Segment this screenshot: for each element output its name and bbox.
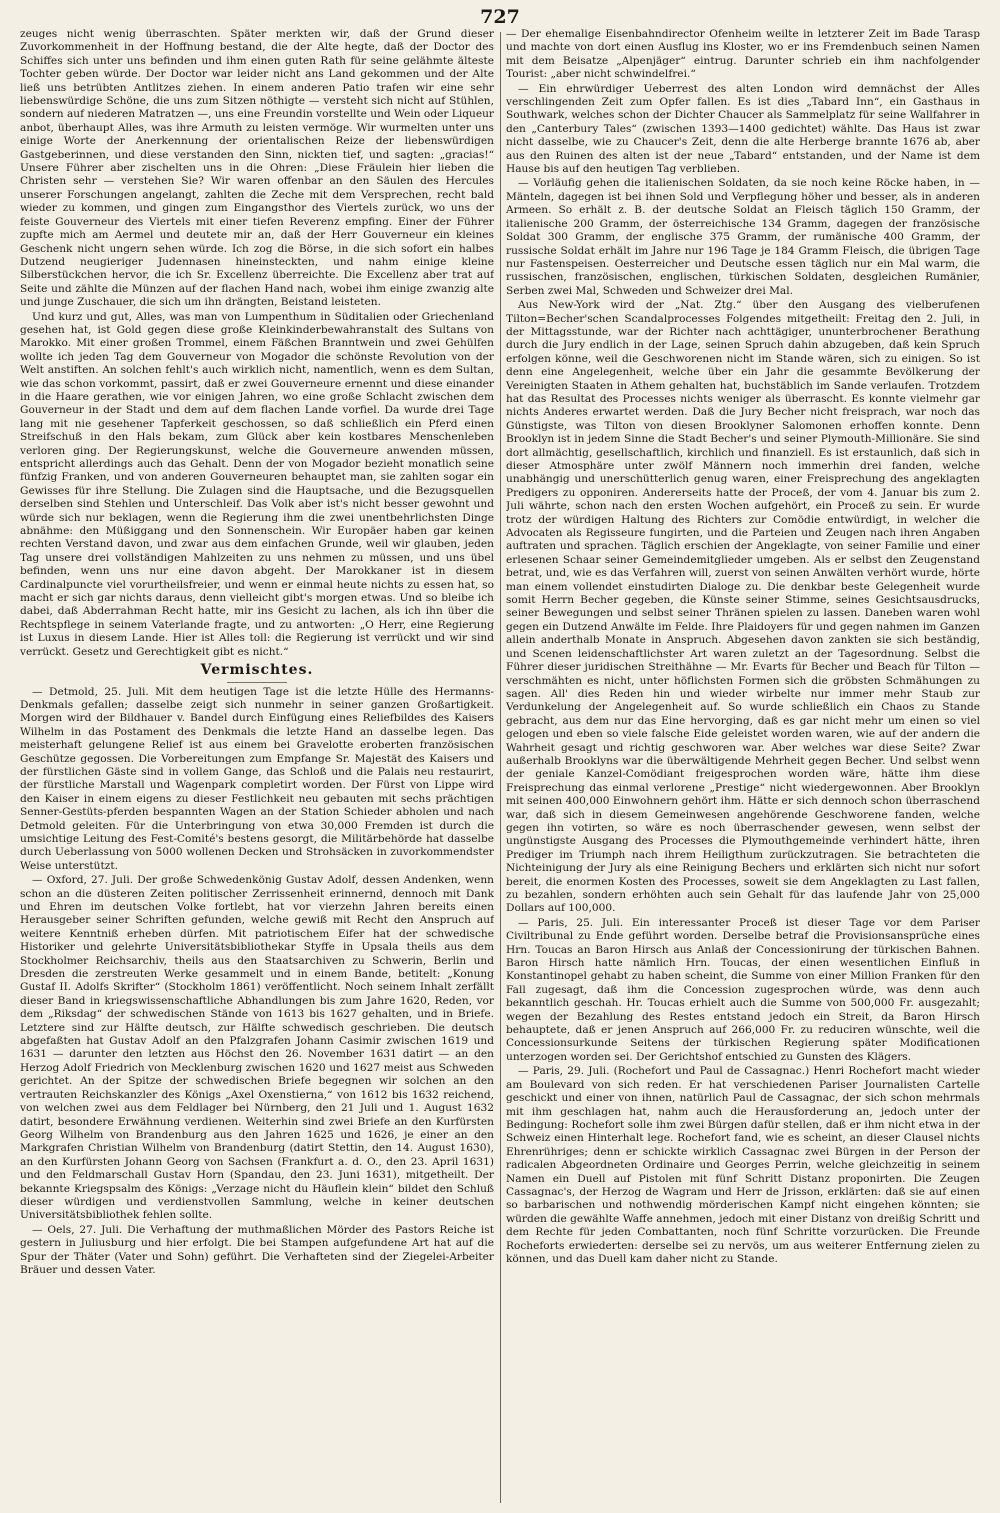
news-item: — Detmold, 25. Juli. Mit dem heutigen Tage ist die letzte Hülle des Hermanns-Denkmals gefallen; dasselbe zeigt sich nunmehr in seiner ganzen Großartigkeit. Morgen wird der Bildhauer v. Bandel durch Einfügung eines Reliefbildes des Kaisers Wilhelm in das Postament des Denkmals die letzte Hand an dasselbe legen. Das meisterhaft gelungene Relief ist aus einem bei Gravelotte eroberten französischen Geschütze gegossen. Die Vorbereitungen zum Empfange Sr. Majestät des Kaisers und der fürstlichen Gäste sind in vollem Gange, das Schloß und die Palais neu restaurirt, der fürstliche Marstall und Wagenpark completirt worden. Der Fürst von Lippe wird den Kaiser in einem eigens zu dieser Festlichkeit neu gebauten mit sechs prächtigen Senner-Gestüts-pferden bespannten Wagen an der Station Schieder abholen und nach Detmold geleiten. Für die Unterbringung von etwa 30,000 Fremden ist durch die umsichtige Leitung des Fest-Comité's bestens gesorgt, die Militärbehörde hat dasselbe durch Ueberlassung von 5000 wollenen Decken und Strohsäcken in zuvorkommendster Weise unterstützt.: [20, 685, 494, 872]
travel-paragraph: zeuges nicht wenig überraschten. Später merkten wir, daß der Grund dieser Zuvorkommenheit in der Hoffnung bestand, die der Alte hegte, daß der Doctor des Schiffes sich unter uns befinden und ihm einen guten Rath für seine gelähmte älteste Tochter geben würde. Der Doctor war leider nicht ans Land gekommen und der Alte ließ uns betrübten Antlitzes ziehen. In einem anderen Patio trafen wir eine sehr liebenswürdige Schöne, die uns zum Sitzen nöthigte — versteht sich nicht auf Stühlen, sondern auf niederen Matratzen —, uns eine Freundin vorstellte und Wein oder Liqueur anbot, überhaupt Alles, was ihre Armuth zu leisten vermöge. Wir wurmelten unter uns einige Worte der Anerkennung der orientalischen Reize der liebenswürdigen Gastgeberinnen, und diese verstanden den Sinn, nickten tief, und sagten: „gracias!“ Unsere Führer aber zischelten uns in die Ohren: „Diese Fräulein hier lieben die Christen sehr — verstehen Sie? Wir waren offenbar an den Säulen des Hercules unserer Forschungen angelangt, zahlten die Zeche mit dem Versprechen, recht bald wieder zu kommen, und gingen zum Eingangsthor des Viertels zurück, wo uns der feiste Gouverneur des Viertels mit einer tiefen Reverenz empfing. Einer der Führer zupfte mich am Aermel und deutete mir an, daß der Herr Gouverneur ein kleines Geschenk nicht ungern sehen würde. Ich zog die Börse, in die sich sofort ein halbes Dutzend neugieriger Judennasen hineinsteckten, und nahm einige kleine Silberstückchen hervor, die ich Sr. Excellenz überreichte. Die Excellenz aber trat auf Seite und zählte die Münzen auf der flachen Hand nach, wobei ihm einige zwanzig alte und junge Zuschauer, die sich um ihn drängten, Beistand leisteten.: [20, 28, 494, 309]
news-item: Aus New-York wird der „Nat. Ztg.“ über den Ausgang des vielberufenen Tilton=Becher'schen Scandalprocesses Folgendes mitgetheilt: Freitag den 2. Juli, in der Mittagsstunde, war der Richter nach achttägiger, ununterbrochener Berathung durch die Jury endlich in der Lage, seinen Spruch dahin abzugeben, daß kein Spruch erfolgen könne, weil die Geschworenen nicht im Stande wären, sich zu einigen. So ist denn eine Angelegenheit, welche über ein Jahr die gesammte Bevölkerung der Vereinigten Staaten in Athem gehalten hat, buchstäblich im Sande verlaufen. Trotzdem hat das Resultat des Processes nichts weniger als überrascht. Es konnte vielmehr gar nichts Anderes erwartet werden. Daß die Jury Becher nicht freisprach, war noch das Günstigste, was Tilton von diesen Brooklyner Salomonen erhoffen konnte. Denn Brooklyn ist in jedem Sinne die Stadt Becher's und seiner Plymouth-Millionäre. Sie sind dort allmächtig, gesellschaftlich, kirchlich und finanziell. Es ist erstaunlich, daß sich in dieser Atmosphäre unter zwölf Männern noch immerhin drei fanden, welche unabhängig und unerschütterlich genug waren, einer Freisprechung des angeklagten Predigers zu opponiren. Andererseits hatte der Proceß, der vom 4. Januar bis zum 2. Juli währte, schon nach den ersten Wochen aufgehört, ein Proceß zu sein. Er wurde trotz der würdigen Haltung des Richters zur Comödie entwürdigt, in welcher die Advocaten als Regisseure fungirten, und die Parteien und Zeugen nach ihren Angaben auftraten und sprachen. Täglich erschien der Angeklagte, von seiner Familie und einer erlesenen Schaar seiner Gemeindemitglieder umgeben. Als er selbst den Zeugenstand betrat, und, wie es das Verfahren will, zuerst von seinen Anwälten verhört wurde, hörte man einem vollendet einstudirten Dialoge zu. Die denkbar beste Gelegenheit wurde somit Herrn Becher gegeben, die Künste seiner Stimme, seines Gesichtsausdrucks, seiner Bewegungen und selbst seiner Thränen spielen zu lassen. Daneben waren wohl gegen ein Dutzend Anwälte im Felde. Ihre Plaidoyers für und gegen nahmen im Ganzen allein anderthalb Monate in Anspruch. Abgesehen davon zankten sie sich beständig, und Scenen leidenschaftlichster Art waren zuletzt an der Tagesordnung. Selbst die Führer dieser juridischen Streithähne — Mr. Evarts für Becher und Beach für Tilton — verschmähten es nicht, unter höflichsten Formen sich die gröbsten Schmähungen zu sagen. All' dies Reden hin und wieder wirbelte nur immer mehr Staub zur Verdunkelung der Angelegenheit auf. So wurde schließlich ein Chaos zu Stande gebracht, aus dem nur das Eine hervorging, daß es gar nicht mehr um einen so viel gelogen und eben so viele falsche Eide geleistet worden waren, wie auf der andern die Wahrheit gesagt und richtig geschworen war. Aber welches war diese Seite? Zwar außerhalb Brooklyns war die überwältigende Mehrheit gegen Becher. Und selbst wenn der geniale Kanzel-Comödiant freigesprochen worden wäre, hätte ihm diese Freisprechung das einmal verlorene „Prestige“ nicht wiedergewonnen. Aber Brooklyn mit seinen 400,000 Einwohnern gehört ihm. Hätte er sich dennoch schon überraschend war, daß sich in diesem Gemeinwesen angehörende Geschworene fanden, welche gegen ihn votirten, so wäre es noch überraschender gewesen, wenn selbst der ungünstigste Ausgang des Processes die Plymouthgemeinde verhindert hätte, ihren Prediger im Triumph nach ihrem Heiligthum zurückzutragen. Sie betrachteten die Nichteinigung der Jury als eine Reinigung Bechers und erklärten sich nicht nur sofort bereit, die enormen Kosten des Processes, soweit sie dem Angeklagten zu Last fallen, zu bezahlen, sondern erhöhten auch sein Gehalt für das laufende Jahr von 25,000 Dollars auf 100,000.: [506, 299, 980, 915]
columns: [20, 28, 980, 1503]
page-number: 727: [480, 6, 520, 28]
news-item: — Der ehemalige Eisenbahndirector Ofenheim weilte in letzterer Zeit im Bade Tarasp und machte von dort einen Ausflug ins Kloster, wo er ins Fremdenbuch seinen Namen mit dem Beisatze „Alpenjäger“ eintrug. Darunter schrieb ein ihm nachfolgender Tourist: „aber nicht schwindelfrei.“: [506, 28, 980, 81]
news-item: — Oels, 27. Juli. Die Verhaftung der muthmaßlichen Mörder des Pastors Reiche ist gestern in Juliusburg und hier erfolgt. Die bei Stampen aufgefundene Art hat auf die Spur der Thäter (Vater und Sohn) geführt. Die Verhafteten sind der Ziegelei-Arbeiter Bräuer und dessen Vater.: [20, 1223, 494, 1276]
right-column: [506, 28, 980, 1503]
section-title: Vermischtes.: [200, 662, 314, 679]
travel-paragraph: Und kurz und gut, Alles, was man von Lumpenthum in Süditalien oder Griechenland gesehen hat, ist Gold gegen diese große Kleinkinderbewahranstalt des Sultans von Marokko. Mit einer großen Trommel, einem Fäßchen Branntwein und zwei Gehülfen wollte ich jeden Tag dem Gouverneur von Mogador die schönste Revolution von der Welt anstiften. An solchen fehlt's auch wirklich nicht, namentlich, wenn es dem Sultan, wie das schon vorkommt, passirt, daß er zwei Gouverneure ernennt und diese einander in die Haare gerathen, wie vor einigen Jahren, wo eine große Schlacht zwischen dem Gouverneur in der Stadt und dem auf dem flachen Lande vorfiel. Da wurde drei Tage lang mit nie gesehener Tapferkeit geschossen, so daß schließlich ein Pferd einen Streifschuß in den Hals bekam, zum Glück aber kein kostbares Menschenleben verloren ging. Der Regierungskunst, welche die Gouverneure anwenden müssen, entspricht allerdings auch das Gehalt. Denn der von Mogador bezieht monatlich seine fünfzig Franken, und von anderen Gouverneuren behauptet man, sie zahlten sogar ein Gewisses für ihre Stellung. Die Zulagen sind die Hauptsache, und die Bezugsquellen derselben sind Stehlen und Unterschleif. Das Volk aber ist's nicht besser gewohnt und würde sich nur beklagen, wenn die Regierung ihm die zwei unentbehrlichsten Dinge abnähme: den Müßiggang und den Sonnenschein. Wir Europäer haben gar keinen rechten Verstand davon, und zwar aus dem einfachen Grunde, weil wir glauben, jeden Tag unsere drei vollständigen Mahlzeiten zu uns nehmen zu müssen, und uns übel befinden, wenn uns nur eine davon abgeht. Der Marokkaner ist in diesem Cardinalpuncte viel vorurtheilsfreier, und wenn er einmal heute nichts zu essen hat, so macht er sich gar nichts daraus, denn vielleicht gibt's morgen etwas. Und so bleibe ich dabei, daß Abderrahman Recht hatte, mir ins Gesicht zu lachen, als ich ihn über die Rechtspflege in seinem Vaterlande fragte, und zu antworten: „O Herr, eine Regierung ist Luxus in diesem Lande. Hier ist Alles toll: die Regierung ist verrückt und wir sind verrückt. Gesetz und Gerechtigkeit gibt es nicht.“: [20, 310, 494, 658]
section-divider: [227, 682, 287, 683]
left-column: [20, 28, 494, 1503]
news-item: — Paris, 29. Juli. (Rochefort und Paul de Cassagnac.) Henri Rochefort macht wieder am Boulevard von sich reden. Er hat verschiedenen Pariser Journalisten Cartelle geschickt und einer von ihnen, natürlich Paul de Cassagnac, der sich schon mehrmals mit ihm geschlagen hat, nahm auch die Herausforderung an, jedoch unter der Bedingung: Rochefort solle ihm zwei Bürgen dafür stellen, daß er ihm nicht etwa in der Schweiz einen Hinterhalt lege. Rochefort fand, wie es scheint, an dieser Clausel nichts Ehrenrühriges; denn er schickte wirklich Cassagnac zwei Bürgen in der Person der radicalen Abgeordneten Ordinaire und Georges Perrin, welche gleichzeitig in seinem Namen ein Duell auf Pistolen mit fünf Schritt Distanz proponirten. Die Zeugen Cassagnac's, der Herzog de Wagram und Herr de Jrisson, erklärten: daß sie auf einen so barbarischen und nothwendig mörderischen Kampf nicht eingehen könnten; sie würden die gewählte Waffe annehmen, jedoch mit einer Distanz von dreißig Schritt und dem Rechte für jeden Combattanten, noch fünf Schritte vorzurücken. Die Freunde Rocheforts erwiederten: derselbe sei zu nervös, um aus weiterer Entfernung zielen zu können, und das Duell kam daher nicht zu Stande.: [506, 1065, 980, 1265]
news-item: — Ein ehrwürdiger Ueberrest des alten London wird demnächst der Alles verschlingenden Zeit zum Opfer fallen. Es ist dies „Tabard Inn“, ein Gasthaus in Southwark, welches schon der Dichter Chaucer als Sammelplatz für seine Wallfahrer in den „Canterbury Tales“ (zwischen 1393—1400 gedichtet) wählte. Das Haus ist zwar nicht dasselbe, wie zu Chaucer's Zeit, denn die alte Herberge brannte 1676 ab, aber aus den Ruinen des alten ist der neue „Tabard“ entstanden, und der Name ist dem Hause bis auf den heutigen Tag verblieben.: [506, 82, 980, 176]
news-item: — Vorläufig gehen die italienischen Soldaten, da sie noch keine Röcke haben, in — Mänteln, dagegen ist bei ihnen Sold und Verpflegung höher und besser, als in anderen Armeen. So erhält z. B. der deutsche Soldat an Fleisch täglich 150 Gramm, der italienische 200 Gramm, der österreichische 134 Gramm, dagegen der französische Soldat 300 Gramm, der englische 375 Gramm, der rumänische 400 Gramm, der russische Soldat erhält im Jahre nur 196 Tage je 184 Gramm Fleisch, die übrigen Tage nur Fastenspeisen. Oesterreicher und Deutsche essen täglich nur ein Mal warm, die russischen, französischen, englischen, türkischen Soldaten, desgleichen Rumänier, Serben zwei Mal, Schweden und Schweizer drei Mal.: [506, 177, 980, 297]
column-divider: [500, 32, 501, 1503]
news-item: — Oxford, 27. Juli. Der große Schwedenkönig Gustav Adolf, dessen Andenken, wenn schon an die düsteren Zeiten politischer Zerrissenheit erinnernd, dennoch mit Dank und Ehren im deutschen Volke fortlebt, hat vor vierzehn Jahren bereits einen Herausgeber seiner Schriften gefunden, welche gewiß mit Recht den Anspruch auf weitere Kenntniß erheben dürfen. Mit patriotischem Eifer hat der schwedische Historiker und gelehrte Universitätsbibliothekar Styffe in Upsala theils aus dem Stockholmer Reichsarchiv, theils aus den Staatsarchiven zu Schwerin, Berlin und Dresden die zerstreuten Werke gesammelt und in einem Bande, betitelt: „Konung Gustaf II. Adolfs Skrifter“ (Stockholm 1861) veröffentlicht. Noch seinem Inhalt zerfällt dieser Band in kriegswissenschaftliche Abhandlungen bis zum Jahre 1620, Reden, vor dem „Riksdag“ der schwedischen Stände von 1613 bis 1627 gehalten, und in Briefe. Letztere sind zur Hälfte deutsch, zur Hälfte schwedisch geschrieben. Die deutsch abgefaßten hat Gustav Adolf an den Pfalzgrafen Johann Casimir zwischen 1619 und 1631 — darunter den letzten aus Höchst den 26. November 1631 datirt — an den Herzog Adolf Friedrich von Mecklenburg zwischen 1620 und 1627 meist aus Schweden gerichtet. An der Spitze der schwedischen Briefe begegnen wir solchen an den vertrauten Reichskanzler des Königs „Axel Oxenstierna,“ von 1612 bis 1632 reichend, von welchen zwei aus dem Feldlager bei Nürnberg, den 21 Juli und 1. August 1632 datirt, besondere Erwähnung verdienen. Weiterhin sind zwei Briefe an den Kurfürsten Georg Wilhelm von Brandenburg aus den Jahren 1625 und 1626, je einer an den Markgrafen Christian Wilhelm von Brandenburg (datirt Stettin, den 14. August 1630), an den Kurfürsten Johann Georg von Sachsen (Frankfurt a. d. O., den 23. April 1631) und den Feldmarschall Gustav Horn (Spandau, den 23. Juni 1631), mitgetheilt. Der bekannte Kriegspsalm des Königs: „Verzage nicht du Häuflein klein“ bildet den Schluß dieser würdigen und verdienstvollen Sammlung, welche in keiner deutschen Universitätsbibliothek fehlen sollte.: [20, 874, 494, 1222]
news-item: — Paris, 25. Juli. Ein interessanter Proceß ist dieser Tage vor dem Pariser Civiltribunal zu Ende geführt worden. Derselbe betraf die Provisionsansprüche eines Hrn. Toucas an Baron Hirsch aus Anlaß der Concessionirung der türkischen Bahnen. Baron Hirsch hatte nämlich Hrn. Toucas, der einen wesentlichen Einfluß in Konstantinopel gehabt zu haben scheint, die Summe von einer Million Franken für den Fall zugesagt, daß ihm die Concession zugesprochen würde, was denn auch bekanntlich geschah. Hr. Toucas erhielt auch die Summe von 500,000 Fr. ausgezahlt; wegen der Bezahlung des Restes entstand jedoch ein Streit, da Baron Hirsch behauptete, daß er jenen Anspruch auf 266,000 Fr. zu reduciren wünschte, weil die Concessionsurkunde Seitens der türkischen Regierung später Modificationen unterzogen worden sei. Der Gerichtshof entschied zu Gunsten des Klägers.: [506, 916, 980, 1063]
